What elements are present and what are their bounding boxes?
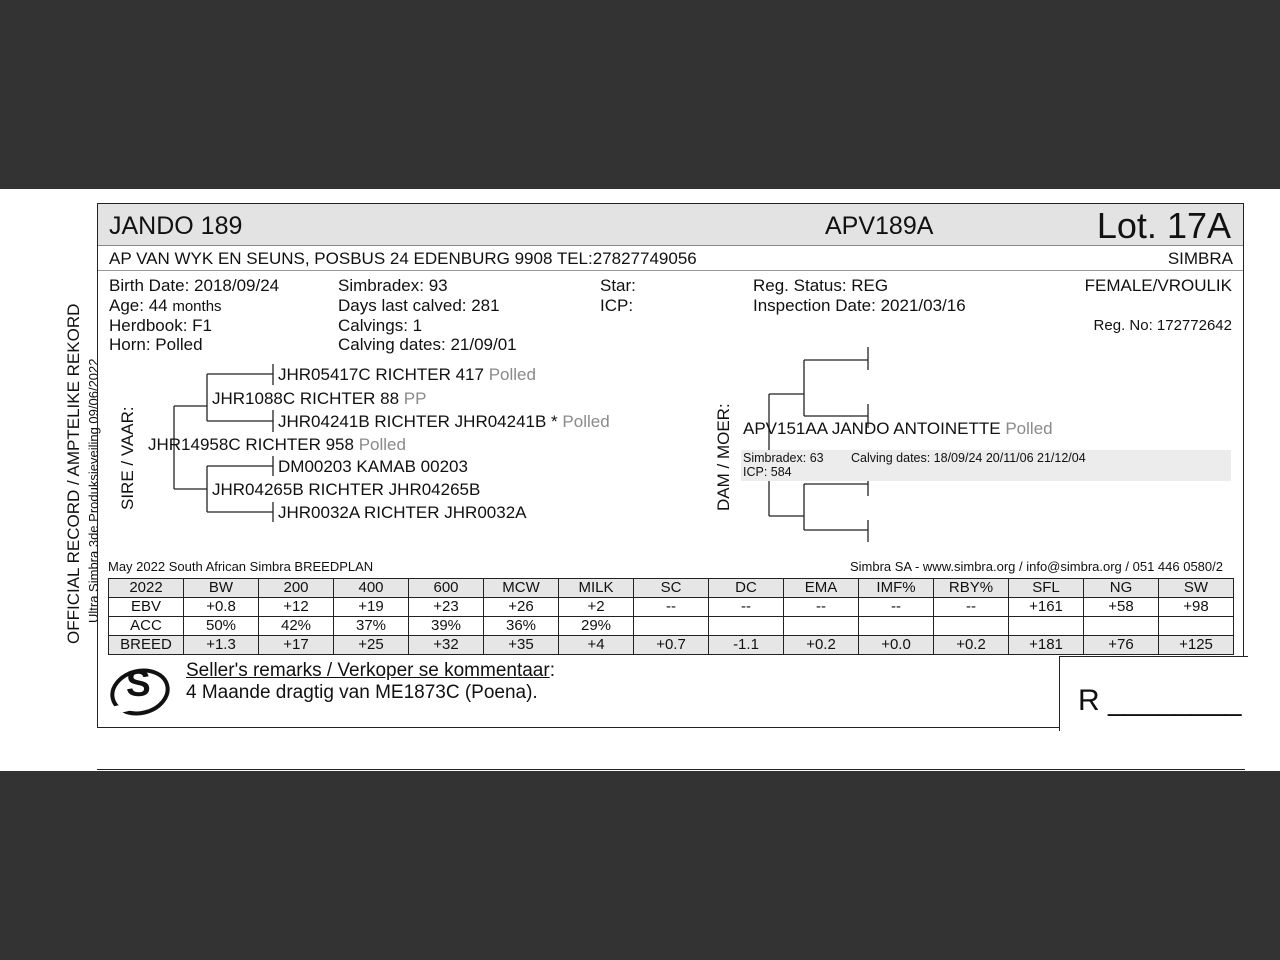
remarks-text: 4 Maande dragtig van ME1873C (Poena). (186, 682, 538, 703)
sale-name-label: Ultra Simbra 3de Produksieveiling 09/06/2022 (86, 358, 101, 623)
breedplan-contact: Simbra SA - www.simbra.org / info@simbra.org / 051 446 0580/2 (849, 559, 1223, 574)
dam-simbradex: Simbradex: 63 (743, 451, 824, 465)
ebv-header-row: 2022 BW 200 400 600 MCW MILK SC DC EMA IMF% RBY% SFL NG SW (109, 579, 1234, 598)
next-card-edge (97, 769, 1245, 770)
dam-label: DAM / MOER: (714, 403, 733, 511)
ebv-row: EBV +0.8 +12 +19 +23 +26 +2 -- -- -- -- -- +161 +58 +98 (109, 598, 1234, 617)
age-unit: months (172, 298, 222, 315)
logo-letter: S (126, 663, 151, 704)
acc-row: ACC 50% 42% 37% 39% 36% 29% (109, 617, 1234, 636)
breed-row: BREED +1.3 +17 +25 +32 +35 +4 +0.7 -1.1 +0.2 +0.0 +0.2 +181 +76 +125 (109, 636, 1234, 655)
calvings: Calvings: 1 (338, 316, 423, 335)
price-label[interactable]: R ________ (1078, 684, 1242, 717)
catalogue-sheet (0, 189, 1280, 771)
remarks-title: Seller's remarks / Verkoper se kommentaar: (186, 660, 555, 681)
owner-line: AP VAN WYK EN SEUNS, POSBUS 24 EDENBURG 9908 TEL:27827749056 (109, 249, 697, 268)
icp: ICP: (600, 296, 634, 315)
sire-ggd2: JHR0032A RICHTER JHR0032A (278, 503, 527, 522)
sire-ggs1: JHR05417C RICHTER 417 Polled (278, 365, 536, 384)
price-box (1059, 656, 1248, 731)
dam-icp: ICP: 584 (743, 465, 792, 479)
sire-ggs2: DM00203 KAMAB 00203 (278, 457, 468, 476)
lot-number: Lot. 17A (1096, 205, 1231, 246)
official-record-label: OFFICIAL RECORD / AMPTELIKE REKORD (64, 303, 83, 644)
sire-grandsire: JHR1088C RICHTER 88 PP (212, 389, 427, 408)
animal-name: JANDO 189 (109, 212, 243, 240)
herdbook: Herdbook: F1 (109, 316, 212, 335)
dam-name: APV151AA JANDO ANTOINETTE Polled (743, 419, 1053, 438)
ebv-table (108, 578, 1234, 655)
sex: FEMALE/VROULIK (1084, 276, 1232, 295)
sire-granddam: JHR04265B RICHTER JHR04265B (212, 480, 481, 499)
sire-name: JHR14958C RICHTER 958 Polled (148, 435, 406, 454)
simbradex: Simbradex: 93 (338, 276, 448, 295)
reg-status: Reg. Status: REG (753, 276, 889, 295)
breedplan-source: May 2022 South African Simbra BREEDPLAN (108, 559, 374, 574)
dam-calving-dates: Calving dates: 18/09/24 20/11/06 21/12/04 (851, 451, 1086, 465)
horn: Horn: Polled (109, 335, 203, 354)
animal-id: APV189A (825, 212, 934, 240)
sire-label: SIRE / VAAR: (118, 406, 137, 510)
days-last-calved: Days last calved: 281 (338, 296, 500, 315)
calving-dates: Calving dates: 21/09/01 (338, 335, 517, 354)
dam-details-box (741, 450, 1231, 481)
age-value: Age: 44 (109, 296, 168, 315)
star: Star: (600, 276, 636, 295)
lot-card (97, 203, 1244, 728)
breed-label: SIMBRA (1167, 249, 1233, 268)
birth-date: Birth Date: 2018/09/24 (109, 276, 280, 295)
reg-no: Reg. No: 172772642 (1093, 317, 1232, 334)
inspection-date: Inspection Date: 2021/03/16 (753, 296, 966, 315)
sire-ggd1: JHR04241B RICHTER JHR04241B * Polled (278, 412, 610, 431)
